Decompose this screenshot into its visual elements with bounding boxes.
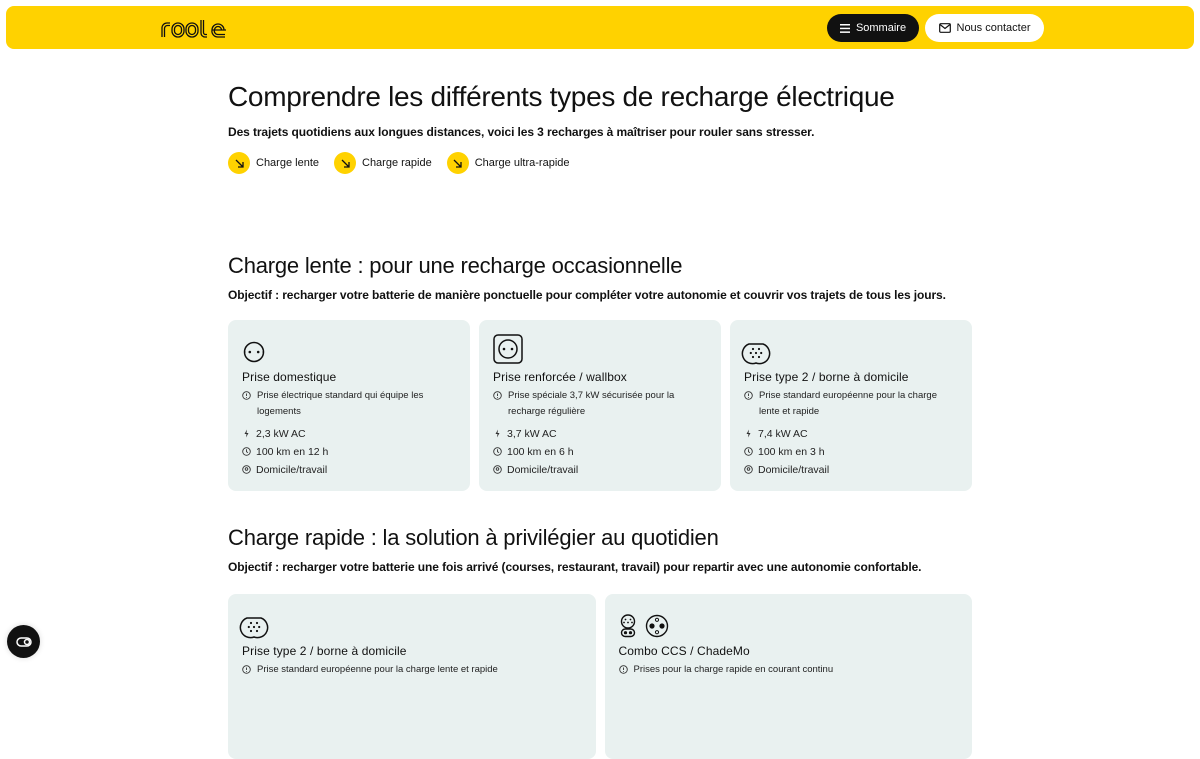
anchor-label: Charge lente: [256, 157, 319, 169]
lightning-icon: [744, 429, 753, 438]
section-charge-lente: [228, 253, 972, 491]
lightning-icon: [493, 429, 502, 438]
card-title: Combo CCS / ChadeMo: [618, 644, 750, 658]
anchor-charge-rapide[interactable]: [334, 152, 432, 174]
type2-plug-icon: [744, 342, 768, 364]
contact-button[interactable]: [925, 14, 1044, 42]
mail-icon: [939, 23, 951, 33]
hamburger-icon: [840, 24, 850, 33]
charger-cards: [228, 594, 972, 759]
charger-card: [479, 320, 721, 491]
section-charge-rapide: [228, 525, 972, 759]
roole-logo[interactable]: [160, 19, 228, 39]
card-power: 2,3 kW AC: [256, 427, 306, 440]
card-charge-time: 100 km en 6 h: [507, 445, 574, 458]
card-description: Prises pour la charge rapide en courant continu: [633, 664, 834, 675]
charger-card: [730, 320, 972, 491]
anchor-label: Charge rapide: [362, 157, 432, 169]
location-pin-icon: [493, 465, 502, 474]
info-icon: [744, 391, 753, 400]
charger-card: [228, 320, 470, 491]
charger-cards: [228, 320, 972, 491]
card-title: Prise type 2 / borne à domicile: [744, 370, 909, 384]
card-description: Prise électrique standard qui équipe les logements: [257, 390, 424, 417]
type2-plug-icon: [242, 616, 266, 638]
section-objective: Objectif : recharger votre batterie de manière ponctuelle pour compléter votre autonomie et couvrir vos trajets de tous les jours.: [228, 288, 946, 302]
chademo-plug-icon: [645, 614, 669, 638]
info-icon: [493, 391, 502, 400]
clock-icon: [242, 447, 251, 456]
card-location: Domicile/travail: [758, 463, 830, 476]
summary-menu-label: Sommaire: [855, 22, 907, 34]
location-pin-icon: [242, 465, 251, 474]
clock-icon: [744, 447, 753, 456]
card-power: 7,4 kW AC: [758, 427, 808, 440]
info-icon: [619, 665, 628, 674]
arrow-down-right-icon: [447, 152, 469, 174]
clock-icon: [493, 447, 502, 456]
info-icon: [242, 391, 251, 400]
card-title: Prise renforcée / wallbox: [493, 370, 627, 384]
location-pin-icon: [744, 465, 753, 474]
lightning-icon: [242, 429, 251, 438]
section-title: Charge lente : pour une recharge occasionnelle: [228, 253, 683, 278]
consent-toggle-button[interactable]: [7, 625, 40, 658]
page-title: Comprendre les différents types de recharge électrique: [228, 81, 895, 112]
anchor-label: Charge ultra-rapide: [474, 157, 570, 169]
charger-card: [228, 594, 596, 759]
anchor-charge-ultra-rapide[interactable]: [447, 152, 570, 174]
card-charge-time: 100 km en 3 h: [758, 445, 825, 458]
section-objective: Objectif : recharger votre batterie une fois arrivé (courses, restaurant, travail) pour repartir avec une autonomie confortable.: [228, 560, 922, 574]
arrow-down-right-icon: [334, 152, 356, 174]
card-power: 3,7 kW AC: [507, 427, 557, 440]
site-header: [6, 6, 1194, 49]
summary-menu-button[interactable]: [827, 14, 919, 42]
contact-label: Nous contacter: [956, 22, 1031, 34]
page-subtitle: Des trajets quotidiens aux longues distances, voici les 3 recharges à maîtriser pour rouler sans stresser.: [228, 125, 815, 139]
card-description: Prise standard européenne pour la charge lente et rapide: [759, 390, 937, 417]
card-title: Prise domestique: [242, 370, 337, 384]
section-anchor-links: [228, 152, 972, 174]
arrow-down-right-icon: [228, 152, 250, 174]
roole-logo-icon: [160, 19, 228, 39]
charger-card: [605, 594, 973, 759]
info-icon: [242, 665, 251, 674]
card-location: Domicile/travail: [507, 463, 579, 476]
anchor-charge-lente[interactable]: [228, 152, 319, 174]
card-charge-time: 100 km en 12 h: [256, 445, 329, 458]
card-title: Prise type 2 / borne à domicile: [242, 644, 407, 658]
card-location: Domicile/travail: [256, 463, 328, 476]
card-description: Prise standard européenne pour la charge lente et rapide: [257, 664, 498, 675]
card-description: Prise spéciale 3,7 kW sécurisée pour la recharge régulière: [508, 390, 675, 417]
ccs-combo-plug-icon: [619, 614, 637, 638]
toggle-icon: [16, 637, 32, 647]
wallbox-socket-icon: [493, 334, 523, 364]
main-content: [228, 80, 972, 174]
household-socket-icon: [242, 340, 266, 364]
section-title: Charge rapide : la solution à privilégier au quotidien: [228, 525, 719, 550]
